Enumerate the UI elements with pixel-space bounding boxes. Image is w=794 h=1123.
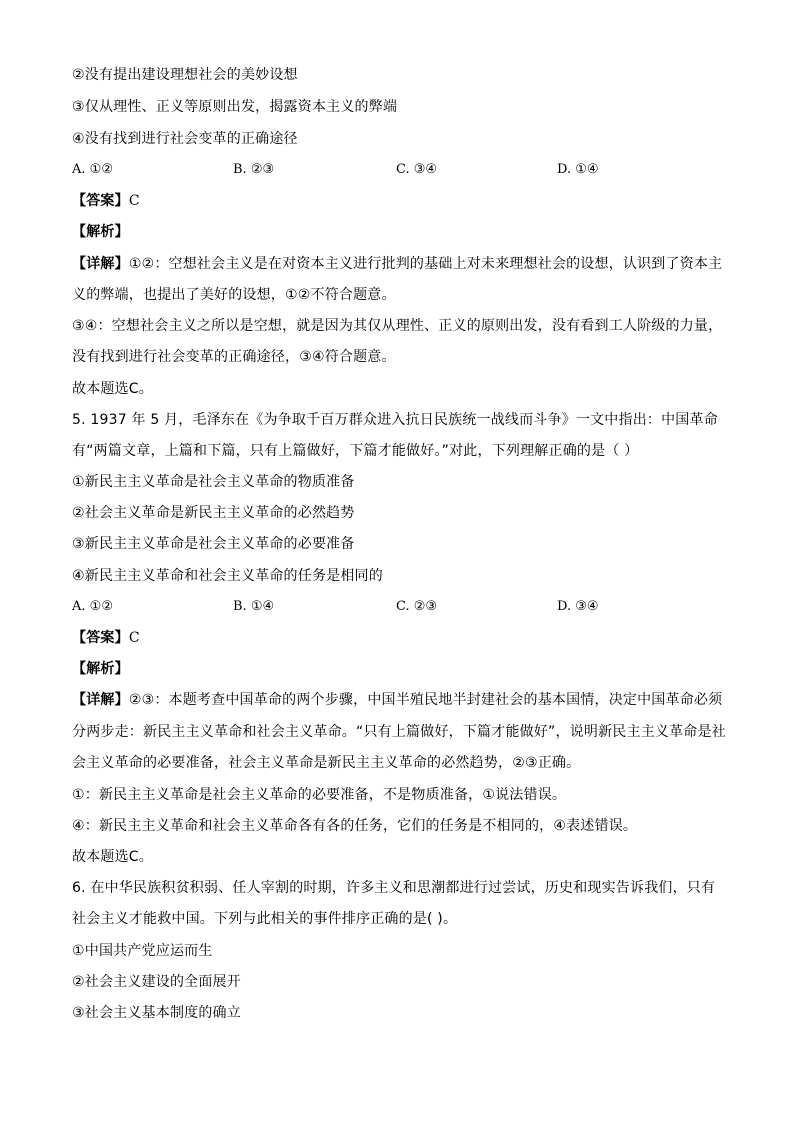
statement-2: ②社会主义建设的全面展开 <box>72 974 241 990</box>
conclusion-line: 故本题选C。 <box>72 849 153 865</box>
option-b <box>233 160 274 180</box>
answer-line <box>72 191 732 211</box>
detail-line: ③④：空想社会主义之所以是空想，就是因为其仅从理性、正义的原则出发，没有看到工人阶级的力量， <box>72 318 723 334</box>
statement-3: ③社会主义基本制度的确立 <box>72 1005 241 1021</box>
question-5-stem: 5. 1937 年 5 月，毛泽东在《为争取千百万群众进入抗日民族统一战线而斗争》一文中指出：中国革命 <box>72 412 718 428</box>
statement-1: ①中国共产党应运而生 <box>72 943 213 959</box>
question-5-stem: 有“两篇文章，上篇和下篇，只有上篇做好，下篇才能做好。”对此，下列理解正确的是（ ） <box>72 443 639 459</box>
statement-2: ②社会主义革命是新民主主义革命的必然趋势 <box>72 505 355 521</box>
detail-text: ①②：空想社会主义是在对资本主义进行批判的基础上对未来理想社会的设想，认识到了资本主 <box>128 256 723 272</box>
detail-line <box>72 690 732 710</box>
detail-line: 分两步走：新民主主义革命和社会主义革命。“只有上篇做好，下篇才能做好”，说明新民主主义革命是社 <box>72 724 726 740</box>
statement-2: ②没有提出建设理想社会的美妙设想 <box>72 67 298 83</box>
option-label: A. <box>72 599 86 614</box>
option-value: ③④ <box>575 599 599 614</box>
option-d <box>557 160 599 180</box>
answer-value: C <box>128 193 140 209</box>
statement-4: ④新民主主义革命和社会主义革命的任务是相同的 <box>72 568 383 584</box>
answer-tag: 【答案】 <box>72 630 129 646</box>
answer-line <box>72 628 732 648</box>
option-a <box>72 160 113 180</box>
detail-text: ②③：本题考查中国革命的两个步骤，中国半殖民地半封建社会的基本国情，决定中国革命必须 <box>128 692 723 708</box>
option-label: C. <box>396 162 410 177</box>
option-c <box>396 160 437 180</box>
option-b <box>233 597 274 617</box>
detail-line: 义的弊端，也提出了美好的设想，①②不符合题意。 <box>72 287 396 303</box>
question-6-stem: 6. 在中华民族积贫积弱、任人宰割的时期，许多主义和思潮都进行过尝试，历史和现实告诉我们，只有 <box>72 880 716 896</box>
option-label: D. <box>557 599 572 614</box>
detail-line: 会主义革命的必要准备，社会主义革命是新民主主义革命的必然趋势，②③正确。 <box>72 755 581 771</box>
option-value: ①④ <box>575 162 599 177</box>
option-value: ①④ <box>250 599 275 614</box>
option-d <box>557 597 599 617</box>
option-value: ②③ <box>250 162 275 177</box>
option-value: ①② <box>89 599 113 614</box>
answer-tag: 【答案】 <box>72 193 129 209</box>
detail-line: ①：新民主主义革命是社会主义革命的必要准备，不是物质准备，①说法错误。 <box>72 787 567 803</box>
option-label: C. <box>396 599 410 614</box>
question-6-stem: 社会主义才能救中国。下列与此相关的事件排序正确的是( )。 <box>72 911 458 927</box>
conclusion-line: 故本题选C。 <box>72 381 153 397</box>
option-c <box>396 597 437 617</box>
detail-tag: 【详解】 <box>72 256 129 272</box>
statement-1: ①新民主主义革命是社会主义革命的物质准备 <box>72 474 355 490</box>
option-label: D. <box>557 162 572 177</box>
option-label: A. <box>72 162 86 177</box>
detail-line: ④：新民主主义革命和社会主义革命各有各的任务，它们的任务是不相同的，④表述错误。 <box>72 818 638 834</box>
analysis-line <box>72 222 732 242</box>
detail-line: 没有找到进行社会变革的正确途径，③④符合题意。 <box>72 349 396 365</box>
detail-tag: 【详解】 <box>72 692 129 708</box>
option-a <box>72 597 113 617</box>
option-value: ①② <box>89 162 113 177</box>
option-value: ②③ <box>413 599 438 614</box>
detail-line <box>72 254 732 274</box>
analysis-line <box>72 659 732 679</box>
analysis-tag: 【解析】 <box>72 661 129 677</box>
statement-4: ④没有找到进行社会变革的正确途径 <box>72 131 298 147</box>
answer-value: C <box>128 630 140 646</box>
option-label: B. <box>233 162 247 177</box>
option-value: ③④ <box>413 162 438 177</box>
option-label: B. <box>233 599 247 614</box>
analysis-tag: 【解析】 <box>72 224 129 240</box>
statement-3: ③仅从理性、正义等原则出发，揭露资本主义的弊端 <box>72 99 398 115</box>
statement-3: ③新民主主义革命是社会主义革命的必要准备 <box>72 536 355 552</box>
